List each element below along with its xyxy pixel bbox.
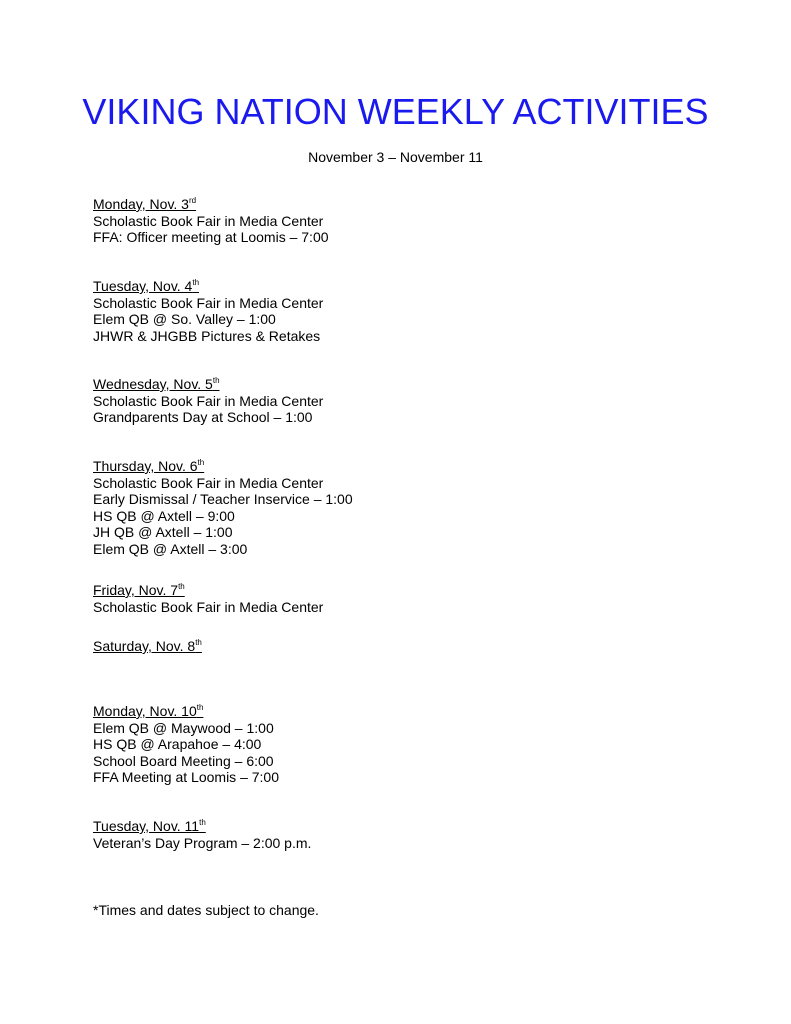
day-heading — [93, 818, 311, 835]
day-heading-label: Tuesday, Nov. 4 — [93, 278, 193, 294]
day-heading — [93, 703, 279, 720]
event-item: JH QB @ Axtell – 1:00 — [93, 524, 233, 540]
day-heading-suffix: th — [212, 376, 220, 385]
day-heading-suffix: th — [196, 703, 204, 712]
event-item: Scholastic Book Fair in Media Center — [93, 392, 324, 409]
event-item: Veteran’s Day Program – 2:00 p.m. — [93, 834, 312, 851]
day-heading — [93, 582, 323, 599]
event-item: HS QB @ Axtell – 9:00 — [93, 507, 235, 524]
day-heading-label: Friday, Nov. 7 — [93, 582, 179, 598]
day-heading — [93, 278, 323, 295]
event-item: Grandparents Day at School – 1:00 — [93, 409, 313, 425]
day-heading-label: Saturday, Nov. 8 — [93, 638, 196, 654]
day-block-monday-nov-10 — [93, 703, 279, 786]
day-heading — [93, 458, 353, 475]
day-heading — [93, 638, 202, 655]
day-block-wednesday-nov-5 — [93, 376, 323, 426]
event-item: Scholastic Book Fair in Media Center — [93, 474, 324, 491]
event-item: Scholastic Book Fair in Media Center — [93, 598, 324, 615]
day-heading-suffix: th — [192, 278, 200, 287]
day-heading-label: Monday, Nov. 10 — [93, 703, 197, 719]
event-item: FFA Meeting at Loomis – 7:00 — [93, 769, 279, 785]
day-heading-label: Wednesday, Nov. 5 — [93, 376, 213, 392]
day-block-monday-nov-3 — [93, 196, 329, 246]
day-heading — [93, 376, 323, 393]
day-block-friday-nov-7 — [93, 582, 323, 615]
day-heading-label: Monday, Nov. 3 — [93, 196, 189, 212]
day-heading-suffix: th — [197, 458, 205, 467]
day-heading-label: Thursday, Nov. 6 — [93, 458, 198, 474]
day-heading-suffix: th — [195, 638, 202, 647]
event-item: School Board Meeting – 6:00 — [93, 752, 274, 769]
footnote: *Times and dates subject to change. — [93, 902, 319, 918]
event-item: Scholastic Book Fair in Media Center — [93, 294, 324, 311]
day-heading-suffix: th — [199, 818, 206, 827]
event-item: Early Dismissal / Teacher Inservice – 1:00 — [93, 491, 353, 507]
event-item: Scholastic Book Fair in Media Center — [93, 212, 324, 229]
event-item: HS QB @ Arapahoe – 4:00 — [93, 736, 262, 752]
event-item: Elem QB @ Maywood – 1:00 — [93, 719, 274, 736]
date-range: November 3 – November 11 — [308, 149, 483, 165]
event-item: FFA: Officer meeting at Loomis – 7:00 — [93, 229, 329, 245]
event-item: JHWR & JHGBB Pictures & Retakes — [93, 327, 321, 344]
event-item: Elem QB @ Axtell – 3:00 — [93, 540, 248, 557]
day-block-saturday-nov-8 — [93, 638, 202, 655]
day-heading-label: Tuesday, Nov. 11 — [93, 818, 200, 834]
day-heading — [93, 196, 329, 213]
day-block-thursday-nov-6 — [93, 458, 353, 557]
day-heading-suffix: th — [178, 582, 185, 591]
event-item: Elem QB @ So. Valley – 1:00 — [93, 311, 276, 327]
day-heading-suffix: rd — [188, 196, 197, 205]
day-block-tuesday-nov-4 — [93, 278, 323, 344]
day-block-tuesday-nov-11 — [93, 818, 311, 851]
page-title: VIKING NATION WEEKLY ACTIVITIES — [82, 91, 709, 132]
